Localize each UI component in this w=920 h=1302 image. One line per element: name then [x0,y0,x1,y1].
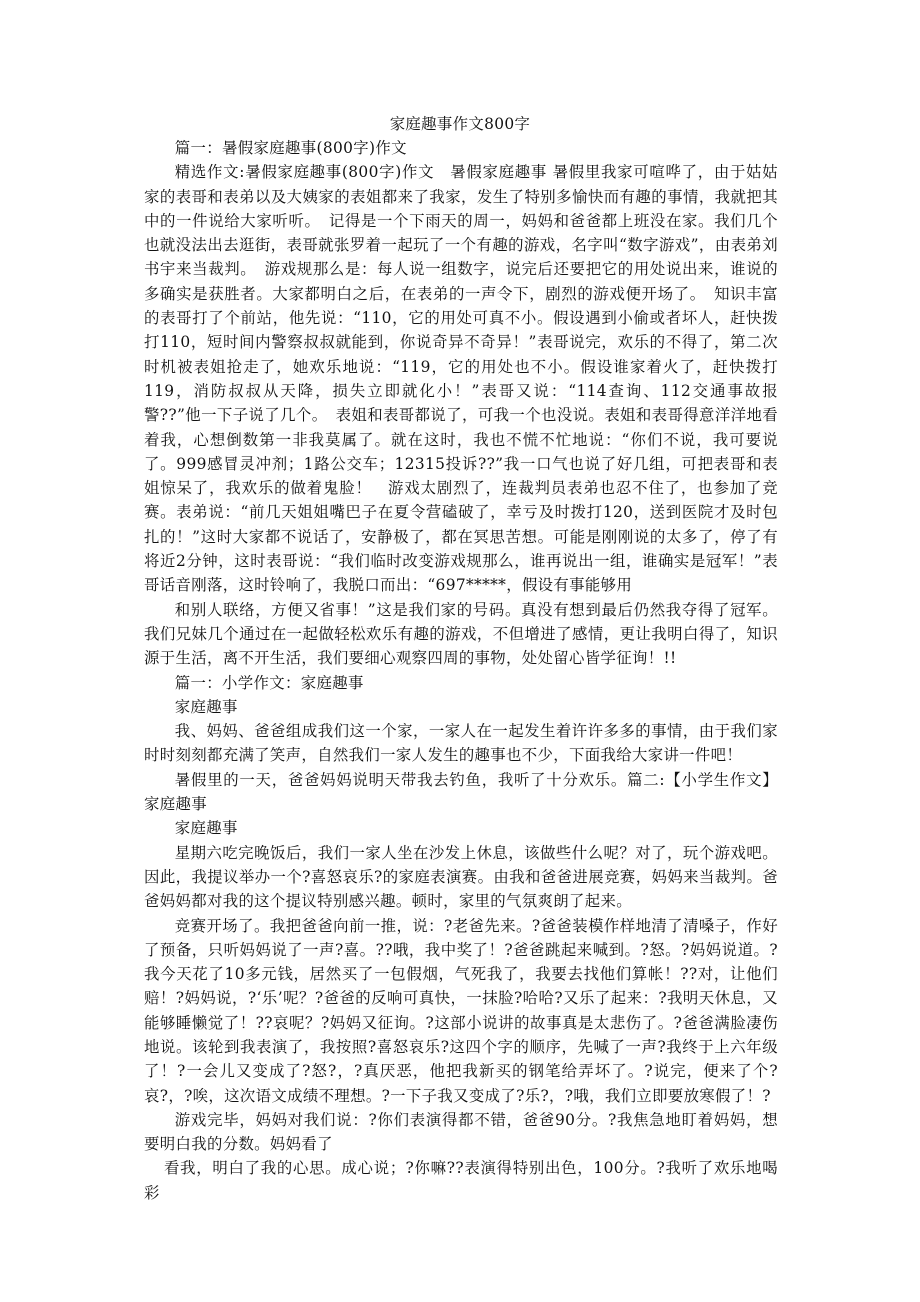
paragraph-5: 星期六吃完晚饭后，我们一家人坐在沙发上休息，该做些什么呢？对了，玩个游戏吧。因此，我提议举办一个?喜怒哀乐?的家庭表演赛。由我和爸爸进展竞赛，妈妈来当裁判。爸爸妈妈都对我的这个提议特别感兴趣。顿时，家里的气氛爽朗了起来。 [144,843,778,911]
paragraph-6: 竞赛开场了。我把爸爸向前一推，说：?老爸先来。?爸爸装模作样地清了清嗓子，作好了预备，只听妈妈说了一声?喜。??哦，我中奖了！?爸爸跳起来喊到。?怒。?妈妈说道。?我今天花了10多元钱，居然买了一包假烟，气死我了，我要去找他们算帐！??对，让他们赔！?妈妈说，?‘乐’呢？?爸爸的反响可真快，一抹脸?哈哈?又乐了起来：?我明天休息，又能够睡懒觉了！??哀呢？?妈妈又征询。?这部小说讲的故事真是太悲伤了。?爸爸满脸凄伤地说。该轮到我表演了，我按照?喜怒哀乐?这四个字的顺序，先喊了一声?我终于上六年级了！?一会儿又变成了?怒?，?真厌恶，他把我新买的钢笔给弄坏了。?说完，便来了个?哀?，?唉，这次语文成绩不理想。?一下子我又变成了?乐?，?哦，我们立即要放寒假了！? [144,916,778,1105]
paragraph-4: 暑假里的一天，爸爸妈妈说明天带我去钓鱼，我听了十分欢乐。篇二:【小学生作文】家庭趣事 [144,770,778,814]
subheading-1: 家庭趣事 [174,697,238,716]
paragraph-2: 和别人联络，方便又省事！”这是我们家的号码。真没有想到最后仍然我夺得了冠军。我们兄妹几个通过在一起做轻松欢乐有趣的游戏，不但增进了感情，更让我明白得了，知识源于生活，离不开生活，我们要细心观察四周的事物，处处留心皆学征询！!! [144,600,778,668]
section-heading-1: 篇一：暑假家庭趣事(800字)作文 [174,139,407,157]
section-heading-2: 篇一：小学作文：家庭趣事 [174,673,364,692]
paragraph-1: 精选作文:暑假家庭趣事(800字)作文 暑假家庭趣事 暑假里我家可喧哗了，由于姑姑家的表哥和表弟以及大姨家的表姐都来了我家，发生了特别多愉快而有趣的事情，我就把其中的一件说给大家听听。 记得是一个下雨天的周一，妈妈和爸爸都上班没在家。我们几个也就没法出去逛街，表哥就张罗着一起玩了一个有趣的游戏，名字叫“数字游戏”，由表弟刘书宇来当裁判。 游戏规那么是：每人说一组数字，说完后还要把它的用处说出来，谁说的多确实是获胜者。大家都明白之后，在表弟的一声令下，剧烈的游戏便开场了。 知识丰富的表哥打了个前站，他先说：“110，它的用处可真不小。假设遇到小偷或者坏人，赶快拨打110，短时间内警察叔叔就能到，你说奇异不奇异！”表哥说完，欢乐的不得了，第二次时机被表姐抢走了，她欢乐地说：“119，它的用处也不小。假设谁家着火了，赶快拨打119，消防叔叔从天降，损失立即就化小！”表哥又说：“114查询、112交通事故报警??”他一下子说了几个。 表姐和表哥都说了，可我一个也没说。表姐和表哥得意洋洋地看着我，心想倒数第一非我莫属了。就在这时，我也不慌不忙地说：“你们不说，我可要说了。999感冒灵冲剂；1路公交车；12315投诉??”我一口气也说了好几组，可把表哥和表姐惊呆了，我欢乐的做着鬼脸！ 游戏太剧烈了，连裁判员表弟也忍不住了，也参加了竞赛。表弟说：“前几天姐姐嘴巴子在夏令营磕破了，幸亏及时拨打120，送到医院才及时包扎的！”这时大家都不说话了，安静极了，都在冥思苦想。可能是刚刚说的太多了，停了有将近2分钟，这时表哥说：“我们临时改变游戏规那么，谁再说出一组，谁确实是冠军！”表哥话音刚落，这时铃响了，我脱口而出：“697*****，假设有事能够用 [144,163,778,595]
subheading-2: 家庭趣事 [174,819,238,838]
paragraph-7: 游戏完毕，妈妈对我们说：?你们表演得都不错，爸爸90分。?我焦急地盯着妈妈，想要明白我的分数。妈妈看了 [144,1110,778,1154]
document-title: 家庭趣事作文800字 [389,115,531,133]
document-body [144,136,778,1205]
paragraph-3: 我、妈妈、爸爸组成我们这一个家，一家人在一起发生着许许多多的事情，由于我们家时时刻刻都充满了笑声，自然我们一家人发生的趣事也不少，下面我给大家讲一件吧！ [144,722,778,765]
paragraph-8: 看我，明白了我的心思。成心说；?你嘛??表演得特别出色，100分。?我听了欢乐地喝彩 [144,1159,778,1202]
